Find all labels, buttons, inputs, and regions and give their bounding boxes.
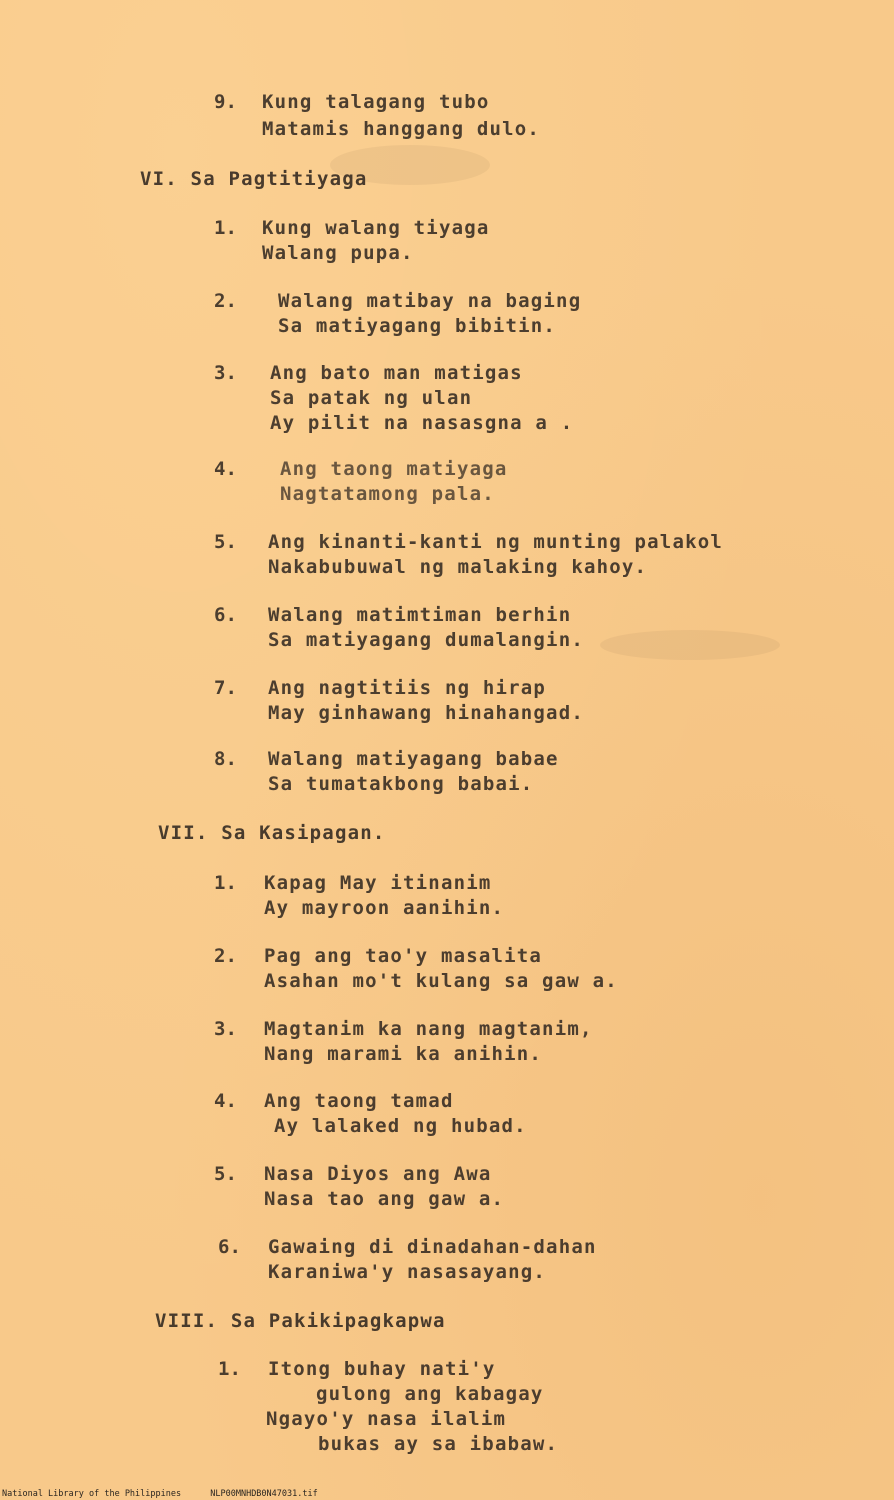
proverb-line: Gawaing di dinadahan-dahan	[268, 1236, 597, 1258]
proverb-line: Matamis hanggang dulo.	[262, 118, 541, 140]
item-number: 3.	[214, 1018, 237, 1040]
item-number: 3.	[214, 362, 237, 384]
proverb-line: bukas ay sa ibabaw.	[318, 1433, 559, 1455]
proverb-line: Ay lalaked ng hubad.	[274, 1115, 527, 1137]
item-number: 8.	[214, 748, 237, 770]
proverb-line: Nasa tao ang gaw a.	[264, 1188, 505, 1210]
footer-file-id: NLP00MNHDB0N47031.tif	[210, 1489, 318, 1499]
proverb-line: Nang marami ka anihin.	[264, 1043, 543, 1065]
proverb-line: Sa tumatakbong babai.	[268, 773, 534, 795]
item-number: 4.	[214, 1090, 237, 1112]
proverb-line: Magtanim ka nang magtanim,	[264, 1018, 593, 1040]
paper-stain	[600, 630, 780, 660]
section-heading: VIII. Sa Pakikipagkapwa	[155, 1310, 446, 1332]
proverb-line: Walang matimtiman berhin	[268, 604, 572, 626]
item-number: 2.	[214, 945, 237, 967]
proverb-line: Sa matiyagang bibitin.	[278, 315, 557, 337]
proverb-line: gulong ang kabagay	[316, 1383, 544, 1405]
proverb-line: Kung walang tiyaga	[262, 217, 490, 239]
proverb-line: Ang bato man matigas	[270, 362, 523, 384]
item-number: 1.	[214, 217, 237, 239]
section-heading: VII. Sa Kasipagan.	[158, 822, 386, 844]
item-number: 1.	[218, 1358, 241, 1380]
item-number: 5.	[214, 531, 237, 553]
proverb-line: Nasa Diyos ang Awa	[264, 1163, 492, 1185]
proverb-line: Walang pupa.	[262, 242, 414, 264]
item-number: 1.	[214, 872, 237, 894]
proverb-line: Itong buhay nati'y	[268, 1358, 496, 1380]
proverb-line: Walang matiyagang babae	[268, 748, 559, 770]
item-number: 4.	[214, 458, 237, 480]
item-number: 2.	[214, 290, 237, 312]
footer-institution: National Library of the Philippines	[2, 1489, 182, 1499]
proverb-line: Nakabubuwal ng malaking kahoy.	[268, 556, 648, 578]
proverb-line: Kapag May itinanim	[264, 872, 492, 894]
proverb-line: Ay pilit na nasasgna a .	[270, 412, 574, 434]
proverb-line: Walang matibay na baging	[278, 290, 582, 312]
proverb-line: Pag ang tao'y masalita	[264, 945, 543, 967]
item-number: 6.	[214, 604, 237, 626]
proverb-line: Ay mayroon aanihin.	[264, 897, 505, 919]
proverb-line: Ang taong tamad	[264, 1090, 454, 1112]
proverb-line: Sa patak ng ulan	[270, 387, 473, 409]
item-number: 7.	[214, 677, 237, 699]
proverb-line: Asahan mo't kulang sa gaw a.	[264, 970, 618, 992]
item-number: 5.	[214, 1163, 237, 1185]
item-number: 9.	[214, 91, 237, 113]
proverb-line: Ang kinanti-kanti ng munting palakol	[268, 531, 724, 553]
proverb-line: Kung talagang tubo	[262, 91, 490, 113]
proverb-line: Sa matiyagang dumalangin.	[268, 629, 584, 651]
proverb-line: Ang nagtitiis ng hirap	[268, 677, 547, 699]
scan-footer	[2, 1489, 342, 1499]
proverb-line: Ngayo'y nasa ilalim	[266, 1408, 507, 1430]
proverb-line: May ginhawang hinahangad.	[268, 702, 584, 724]
section-heading: VI. Sa Pagtitiyaga	[140, 168, 368, 190]
proverb-line: Ang taong matiyaga	[280, 458, 508, 480]
proverb-line: Karaniwa'y nasasayang.	[268, 1261, 547, 1283]
item-number: 6.	[218, 1236, 241, 1258]
proverb-line: Nagtatamong pala.	[280, 483, 495, 505]
